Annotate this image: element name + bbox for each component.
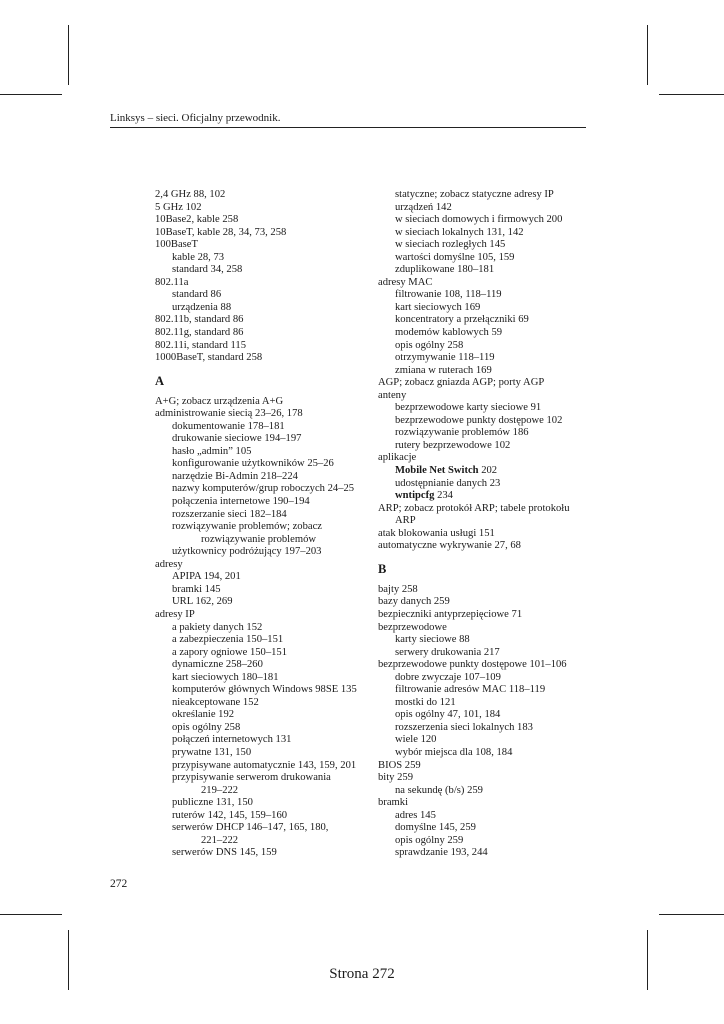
index-entry: opis ogólny 259 — [395, 834, 464, 846]
crop-mark — [0, 914, 62, 915]
index-entry: statyczne; zobacz statyczne adresy IP — [395, 189, 554, 200]
index-entry: udostępnianie danych 23 — [395, 477, 501, 489]
index-entry: wartości domyślne 105, 159 — [395, 251, 515, 263]
index-entry: adres 145 — [395, 809, 436, 821]
page-number: 272 — [110, 878, 128, 890]
index-entry: ARP — [395, 515, 416, 527]
index-entry-term: Mobile Net Switch — [395, 465, 479, 477]
index-entry: prywatne 131, 150 — [172, 746, 252, 758]
crop-mark — [659, 914, 724, 915]
index-entry: zmiana w ruterach 169 — [395, 364, 492, 376]
index-entry: administrowanie siecią 23–26, 178 — [155, 408, 303, 420]
index-entry: standard 34, 258 — [172, 264, 243, 276]
index-entry: kable 28, 73 — [172, 251, 225, 263]
index-entry: mostki do 121 — [395, 696, 456, 708]
index-entry: wybór miejsca dla 108, 184 — [395, 746, 513, 758]
index-entry: kart sieciowych 180–181 — [172, 671, 279, 683]
index-entry: bity 259 — [378, 772, 414, 784]
index-entry: przypisywane automatycznie 143, 159, 201 — [172, 759, 357, 771]
index-entry: bezprzewodowe punkty dostępowe 102 — [395, 414, 563, 426]
index-entry: hasło „admin” 105 — [172, 445, 252, 457]
running-header: Linksys – sieci. Oficjalny przewodnik. — [110, 112, 281, 124]
index-entry: APIPA 194, 201 — [172, 571, 241, 583]
crop-mark — [0, 94, 62, 95]
footer-page-label: Strona 272 — [329, 966, 395, 982]
index-entry — [378, 490, 588, 503]
index-entry: ruterów 142, 145, 159–160 — [172, 809, 288, 821]
index-entry-pages: 234 — [434, 490, 453, 502]
index-entry: bazy danych 259 — [378, 596, 450, 608]
index-entry: adresy MAC — [378, 276, 433, 288]
index-entry: 802.11b, standard 86 — [155, 314, 244, 326]
index-entry: 10BaseT, kable 28, 34, 73, 258 — [155, 226, 287, 238]
index-entry: urządzenia 88 — [172, 301, 232, 313]
index-entry: rozwiązywanie problemów; zobacz — [172, 521, 323, 533]
index-entry: 802.11a — [155, 276, 189, 288]
index-entry: 802.11g, standard 86 — [155, 327, 244, 339]
index-entry-pages: 202 — [478, 465, 498, 477]
header-rule — [110, 127, 586, 128]
index-entry: określanie 192 — [172, 709, 235, 721]
index-entry: w sieciach rozległych 145 — [395, 239, 506, 251]
index-entry: bezprzewodowe punkty dostępowe 101–106 — [378, 659, 567, 671]
index-entry: dokumentowanie 178–181 — [172, 420, 285, 432]
index-entry: publiczne 131, 150 — [172, 797, 253, 809]
index-entry: 221–222 — [201, 834, 239, 846]
crop-mark — [68, 25, 69, 85]
crop-mark — [647, 25, 648, 85]
index-entry: standard 86 — [172, 289, 222, 301]
index-entry: opis ogólny 47, 101, 184 — [395, 709, 501, 721]
index-entry: anteny — [378, 389, 407, 401]
index-entry: drukowanie sieciowe 194–197 — [172, 433, 302, 445]
index-entry: rozszerzanie sieci 182–184 — [172, 508, 287, 520]
index-entry: adresy IP — [155, 608, 195, 620]
index-entry: filtrowanie adresów MAC 118–119 — [395, 684, 546, 696]
index-entry: narzędzie Bi-Admin 218–224 — [172, 470, 298, 482]
index-entry: BIOS 259 — [378, 759, 421, 771]
index-entry: dobre zwyczaje 107–109 — [395, 671, 501, 683]
index-entry: bramki — [378, 797, 409, 809]
index-entry: a pakiety danych 152 — [172, 621, 263, 633]
index-entry: dynamiczne 258–260 — [172, 659, 263, 671]
index-entry: automatyczne wykrywanie 27, 68 — [378, 540, 521, 552]
index-entry: opis ogólny 258 — [395, 339, 464, 351]
index-entry: 802.11i, standard 115 — [155, 339, 247, 351]
index-entry: zduplikowane 180–181 — [395, 264, 495, 276]
index-entry: URL 162, 269 — [172, 596, 233, 608]
index-entry: a zabezpieczenia 150–151 — [172, 634, 284, 646]
index-entry: A+G; zobacz urządzenia A+G — [155, 395, 284, 407]
index-entry: AGP; zobacz gniazda AGP; porty AGP — [378, 377, 545, 389]
index-entry: a zapory ogniowe 150–151 — [172, 646, 288, 658]
index-entry: adresy — [155, 558, 183, 570]
index-entry-term: wntipcfg — [395, 490, 435, 502]
index-entry: 5 GHz 102 — [155, 201, 202, 213]
index-entry: bezprzewodowe karty sieciowe 91 — [395, 402, 542, 414]
index-entry: karty sieciowe 88 — [395, 634, 470, 646]
index-entry: kart sieciowych 169 — [395, 301, 481, 313]
index-entry: atak blokowania usługi 151 — [378, 527, 495, 539]
index-section-letter: B — [378, 561, 387, 576]
index-entry: rozwiązywanie problemów — [201, 533, 317, 545]
index-entry: modemów kablowych 59 — [395, 327, 503, 339]
index-entry: filtrowanie 108, 118–119 — [395, 289, 502, 301]
index-entry: urządzeń 142 — [395, 201, 452, 213]
index-entry: opis ogólny 258 — [172, 721, 241, 733]
index-entry: rutery bezprzewodowe 102 — [395, 439, 511, 451]
index-column-right — [378, 189, 588, 860]
index-entry: rozszerzenia sieci lokalnych 183 — [395, 721, 533, 733]
index-entry: bramki 145 — [172, 583, 221, 595]
index-entry: przypisywanie serwerom drukowania — [172, 772, 331, 784]
index-entry: serwery drukowania 217 — [395, 646, 500, 658]
index-entry: bezprzewodowe — [378, 621, 447, 633]
index-entry: 100BaseT — [155, 239, 198, 251]
index-entry: serwerów DHCP 146–147, 165, 180, — [172, 822, 329, 834]
index-entry: nieakceptowane 152 — [172, 696, 259, 708]
index-entry — [378, 465, 588, 478]
index-entry: aplikacje — [378, 452, 417, 464]
index-entry: komputerów głównych Windows 98SE 135 — [172, 684, 357, 696]
index-entry: konfigurowanie użytkowników 25–26 — [172, 458, 334, 470]
index-entry: koncentratory a przełączniki 69 — [395, 314, 529, 326]
index-entry: 1000BaseT, standard 258 — [155, 352, 263, 364]
index-entry: bajty 258 — [378, 583, 418, 595]
index-entry: serwerów DNS 145, 159 — [172, 847, 277, 859]
index-entry: użytkownicy podróżujący 197–203 — [172, 546, 322, 558]
index-entry: wiele 120 — [395, 734, 437, 746]
index-entry: sprawdzanie 193, 244 — [395, 847, 488, 859]
crop-mark — [659, 94, 724, 95]
index-entry: 2,4 GHz 88, 102 — [155, 189, 226, 200]
index-entry: połączeń internetowych 131 — [172, 734, 292, 746]
index-section-letter: A — [155, 373, 165, 388]
index-entry: otrzymywanie 118–119 — [395, 352, 495, 364]
index-entry: 219–222 — [201, 784, 239, 796]
index-entry: nazwy komputerów/grup roboczych 24–25 — [172, 483, 355, 495]
index-entry: 10Base2, kable 258 — [155, 214, 239, 226]
index-entry: połączenia internetowe 190–194 — [172, 496, 310, 508]
index-entry: na sekundę (b/s) 259 — [395, 784, 483, 796]
index-column-left — [155, 189, 373, 860]
index-entry: domyślne 145, 259 — [395, 822, 476, 834]
index-entry: w sieciach domowych i firmowych 200 — [395, 214, 563, 226]
index-entry: w sieciach lokalnych 131, 142 — [395, 226, 524, 238]
index-entry: ARP; zobacz protokół ARP; tabele protokołu — [378, 502, 570, 514]
index-entry: rozwiązywanie problemów 186 — [395, 427, 529, 439]
index-entry: bezpieczniki antyprzepięciowe 71 — [378, 608, 523, 620]
